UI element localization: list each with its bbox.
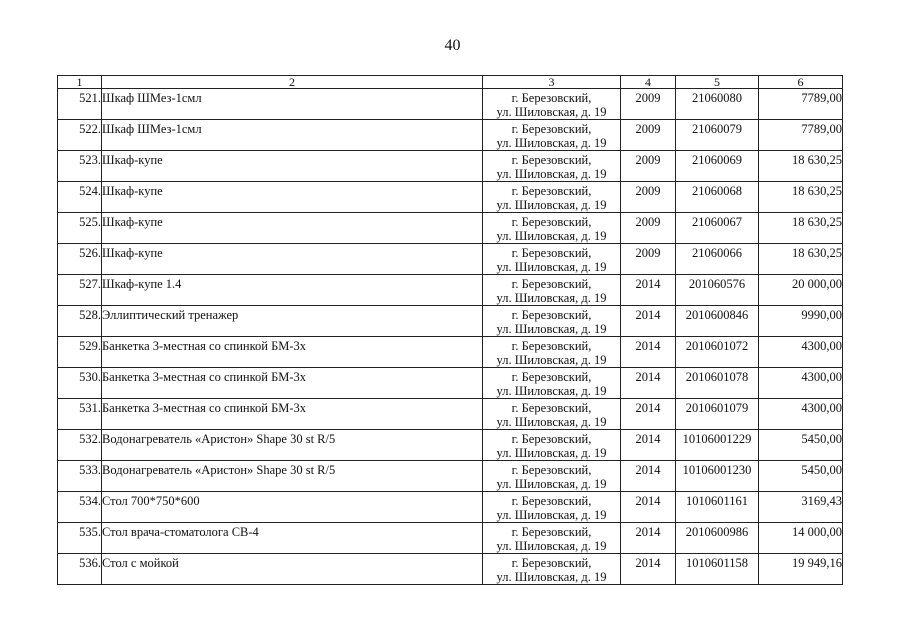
inventory-number-cell	[676, 306, 759, 337]
cost: 9990,00	[801, 308, 842, 322]
year-cell	[621, 337, 676, 368]
table-row	[58, 523, 843, 554]
row-number: 522.	[79, 122, 101, 136]
address-street: ул. Шиловская, д. 19	[496, 167, 607, 181]
table-row	[58, 492, 843, 523]
address-cell	[483, 430, 621, 461]
row-number-cell	[58, 430, 102, 461]
row-number-cell	[58, 399, 102, 430]
table-row	[58, 368, 843, 399]
inventory-number: 21060067	[692, 215, 742, 229]
address-city: г. Березовский,	[511, 308, 592, 322]
item-name: Водонагреватель «Аристон» Shape 30 st R/5	[102, 463, 336, 477]
item-name-cell	[102, 492, 483, 523]
address-street: ул. Шиловская, д. 19	[496, 477, 607, 491]
address-cell	[483, 275, 621, 306]
year-cell	[621, 461, 676, 492]
row-number-cell	[58, 461, 102, 492]
row-number: 535.	[79, 525, 101, 539]
year-cell	[621, 430, 676, 461]
cost: 7789,00	[801, 91, 842, 105]
row-number-cell	[58, 554, 102, 585]
cost: 18 630,25	[792, 184, 842, 198]
address-street: ул. Шиловская, д. 19	[496, 384, 607, 398]
address-city: г. Березовский,	[511, 370, 592, 384]
table-row	[58, 337, 843, 368]
row-number: 536.	[79, 556, 101, 570]
inventory-number: 21060080	[692, 91, 742, 105]
address-cell	[483, 120, 621, 151]
address-street: ул. Шиловская, д. 19	[496, 105, 607, 119]
item-name: Водонагреватель «Аристон» Shape 30 st R/5	[102, 432, 336, 446]
cost: 4300,00	[801, 401, 842, 415]
inventory-number: 21060079	[692, 122, 742, 136]
inventory-number-cell	[676, 523, 759, 554]
address-cell	[483, 399, 621, 430]
item-name: Шкаф-купе 1.4	[102, 277, 182, 291]
table-row	[58, 275, 843, 306]
year-cell	[621, 399, 676, 430]
inventory-number-cell	[676, 89, 759, 120]
table-row	[58, 430, 843, 461]
item-name-cell	[102, 337, 483, 368]
address-street: ул. Шиловская, д. 19	[496, 229, 607, 243]
inventory-number: 2010600846	[685, 308, 749, 322]
row-number: 528.	[79, 308, 101, 322]
year-cell	[621, 275, 676, 306]
row-number-cell	[58, 244, 102, 275]
item-name-cell	[102, 244, 483, 275]
row-number-cell	[58, 213, 102, 244]
address-cell	[483, 182, 621, 213]
year: 2014	[635, 308, 661, 322]
row-number: 523.	[79, 153, 101, 167]
row-number: 521.	[79, 91, 101, 105]
table-row	[58, 89, 843, 120]
address-street: ул. Шиловская, д. 19	[496, 198, 607, 212]
address-street: ул. Шиловская, д. 19	[496, 291, 607, 305]
header-col-2: 2	[102, 76, 483, 89]
address-cell	[483, 337, 621, 368]
inventory-number-cell	[676, 461, 759, 492]
row-number: 534.	[79, 494, 101, 508]
year-cell	[621, 306, 676, 337]
item-name-cell	[102, 182, 483, 213]
inventory-number-cell	[676, 337, 759, 368]
inventory-number-cell	[676, 151, 759, 182]
table-header-row	[58, 76, 843, 89]
address-street: ул. Шиловская, д. 19	[496, 260, 607, 274]
item-name: Шкаф-купе	[102, 184, 163, 198]
inventory-number: 10106001230	[682, 463, 752, 477]
item-name-cell	[102, 461, 483, 492]
address-city: г. Березовский,	[511, 494, 592, 508]
address-street: ул. Шиловская, д. 19	[496, 539, 607, 553]
cost: 20 000,00	[792, 277, 842, 291]
cost-cell	[759, 337, 843, 368]
header-col-6: 6	[759, 76, 843, 89]
table-row	[58, 399, 843, 430]
year: 2014	[635, 277, 661, 291]
row-number: 525.	[79, 215, 101, 229]
address-city: г. Березовский,	[511, 91, 592, 105]
year: 2009	[635, 184, 661, 198]
address-city: г. Березовский,	[511, 339, 592, 353]
item-name-cell	[102, 151, 483, 182]
inventory-number-cell	[676, 368, 759, 399]
address-cell	[483, 554, 621, 585]
cost: 4300,00	[801, 370, 842, 384]
item-name-cell	[102, 213, 483, 244]
inventory-number-cell	[676, 554, 759, 585]
cost: 4300,00	[801, 339, 842, 353]
cost-cell	[759, 89, 843, 120]
table-row	[58, 306, 843, 337]
cost: 3169,43	[801, 494, 842, 508]
table-row	[58, 554, 843, 585]
cost-cell	[759, 492, 843, 523]
cost-cell	[759, 523, 843, 554]
cost: 18 630,25	[792, 153, 842, 167]
item-name: Шкаф-купе	[102, 215, 163, 229]
row-number: 526.	[79, 246, 101, 260]
year-cell	[621, 492, 676, 523]
year: 2014	[635, 432, 661, 446]
item-name-cell	[102, 554, 483, 585]
inventory-number-cell	[676, 399, 759, 430]
item-name-cell	[102, 120, 483, 151]
address-city: г. Березовский,	[511, 215, 592, 229]
address-city: г. Березовский,	[511, 277, 592, 291]
row-number: 531.	[79, 401, 101, 415]
address-city: г. Березовский,	[511, 184, 592, 198]
header-col-1: 1	[58, 76, 102, 89]
table-row	[58, 120, 843, 151]
header-col-3: 3	[483, 76, 621, 89]
item-name-cell	[102, 368, 483, 399]
row-number-cell	[58, 89, 102, 120]
cost: 14 000,00	[792, 525, 842, 539]
year: 2009	[635, 215, 661, 229]
address-street: ул. Шиловская, д. 19	[496, 353, 607, 367]
address-cell	[483, 461, 621, 492]
row-number: 529.	[79, 339, 101, 353]
item-name-cell	[102, 430, 483, 461]
address-street: ул. Шиловская, д. 19	[496, 446, 607, 460]
table-row	[58, 182, 843, 213]
item-name: Шкаф-купе	[102, 153, 163, 167]
table-row	[58, 244, 843, 275]
item-name-cell	[102, 399, 483, 430]
year: 2009	[635, 122, 661, 136]
cost-cell	[759, 306, 843, 337]
inventory-number: 2010601072	[685, 339, 749, 353]
row-number-cell	[58, 120, 102, 151]
inventory-number: 21060069	[692, 153, 742, 167]
inventory-number: 1010601161	[685, 494, 749, 508]
cost-cell	[759, 182, 843, 213]
row-number: 530.	[79, 370, 101, 384]
inventory-table	[57, 75, 843, 585]
cost-cell	[759, 461, 843, 492]
item-name-cell	[102, 306, 483, 337]
inventory-number-cell	[676, 182, 759, 213]
inventory-number: 1010601158	[685, 556, 749, 570]
address-street: ул. Шиловская, д. 19	[496, 322, 607, 336]
row-number: 524.	[79, 184, 101, 198]
item-name: Стол с мойкой	[102, 556, 179, 570]
cost: 7789,00	[801, 122, 842, 136]
inventory-number-cell	[676, 275, 759, 306]
address-cell	[483, 244, 621, 275]
row-number-cell	[58, 306, 102, 337]
table-row	[58, 461, 843, 492]
item-name: Банкетка 3-местная со спинкой БМ-3х	[102, 339, 307, 353]
cost: 5450,00	[801, 463, 842, 477]
cost: 18 630,25	[792, 215, 842, 229]
item-name-cell	[102, 275, 483, 306]
inventory-number-cell	[676, 213, 759, 244]
table-row	[58, 151, 843, 182]
year-cell	[621, 89, 676, 120]
item-name-cell	[102, 523, 483, 554]
cost: 5450,00	[801, 432, 842, 446]
row-number-cell	[58, 523, 102, 554]
year-cell	[621, 554, 676, 585]
year: 2014	[635, 463, 661, 477]
row-number: 527.	[79, 277, 101, 291]
address-street: ул. Шиловская, д. 19	[496, 136, 607, 150]
item-name-cell	[102, 89, 483, 120]
inventory-number: 2010600986	[685, 525, 749, 539]
inventory-number-cell	[676, 244, 759, 275]
page-number: 40	[444, 37, 461, 54]
address-city: г. Березовский,	[511, 463, 592, 477]
inventory-number: 2010601079	[685, 401, 749, 415]
cost-cell	[759, 275, 843, 306]
cost: 18 630,25	[792, 246, 842, 260]
item-name: Шкаф ШМез-1смл	[102, 91, 202, 105]
cost-cell	[759, 368, 843, 399]
row-number-cell	[58, 275, 102, 306]
address-city: г. Березовский,	[511, 401, 592, 415]
item-name: Стол 700*750*600	[102, 494, 200, 508]
cost-cell	[759, 399, 843, 430]
address-cell	[483, 151, 621, 182]
address-street: ул. Шиловская, д. 19	[496, 570, 607, 584]
year-cell	[621, 368, 676, 399]
year-cell	[621, 151, 676, 182]
year-cell	[621, 182, 676, 213]
address-city: г. Березовский,	[511, 556, 592, 570]
cost: 19 949,16	[792, 556, 842, 570]
row-number-cell	[58, 337, 102, 368]
year-cell	[621, 244, 676, 275]
inventory-number: 21060066	[692, 246, 742, 260]
row-number-cell	[58, 182, 102, 213]
row-number: 532.	[79, 432, 101, 446]
inventory-number: 2010601078	[685, 370, 749, 384]
year: 2014	[635, 370, 661, 384]
year: 2009	[635, 153, 661, 167]
cost-cell	[759, 244, 843, 275]
year: 2014	[635, 494, 661, 508]
inventory-number-cell	[676, 120, 759, 151]
year: 2009	[635, 91, 661, 105]
address-city: г. Березовский,	[511, 246, 592, 260]
address-cell	[483, 368, 621, 399]
cost-cell	[759, 213, 843, 244]
cost-cell	[759, 120, 843, 151]
inventory-number-cell	[676, 492, 759, 523]
row-number: 533.	[79, 463, 101, 477]
header-col-4: 4	[621, 76, 676, 89]
address-cell	[483, 492, 621, 523]
header-col-5: 5	[676, 76, 759, 89]
inventory-number: 201060576	[688, 277, 746, 291]
inventory-number-cell	[676, 430, 759, 461]
year: 2014	[635, 525, 661, 539]
item-name: Стол врача-стоматолога СВ-4	[102, 525, 259, 539]
item-name: Эллиптический тренажер	[102, 308, 239, 322]
year: 2014	[635, 401, 661, 415]
table-row	[58, 213, 843, 244]
address-city: г. Березовский,	[511, 122, 592, 136]
year: 2014	[635, 339, 661, 353]
item-name: Банкетка 3-местная со спинкой БМ-3х	[102, 370, 307, 384]
address-city: г. Березовский,	[511, 153, 592, 167]
year: 2014	[635, 556, 661, 570]
inventory-number: 21060068	[692, 184, 742, 198]
address-cell	[483, 213, 621, 244]
row-number-cell	[58, 151, 102, 182]
year: 2009	[635, 246, 661, 260]
address-street: ул. Шиловская, д. 19	[496, 415, 607, 429]
item-name: Банкетка 3-местная со спинкой БМ-3х	[102, 401, 307, 415]
cost-cell	[759, 554, 843, 585]
cost-cell	[759, 430, 843, 461]
year-cell	[621, 120, 676, 151]
item-name: Шкаф ШМез-1смл	[102, 122, 202, 136]
year-cell	[621, 213, 676, 244]
address-cell	[483, 523, 621, 554]
item-name: Шкаф-купе	[102, 246, 163, 260]
year-cell	[621, 523, 676, 554]
address-city: г. Березовский,	[511, 432, 592, 446]
inventory-number: 10106001229	[682, 432, 752, 446]
address-street: ул. Шиловская, д. 19	[496, 508, 607, 522]
address-cell	[483, 89, 621, 120]
cost-cell	[759, 151, 843, 182]
row-number-cell	[58, 368, 102, 399]
address-cell	[483, 306, 621, 337]
address-city: г. Березовский,	[511, 525, 592, 539]
row-number-cell	[58, 492, 102, 523]
